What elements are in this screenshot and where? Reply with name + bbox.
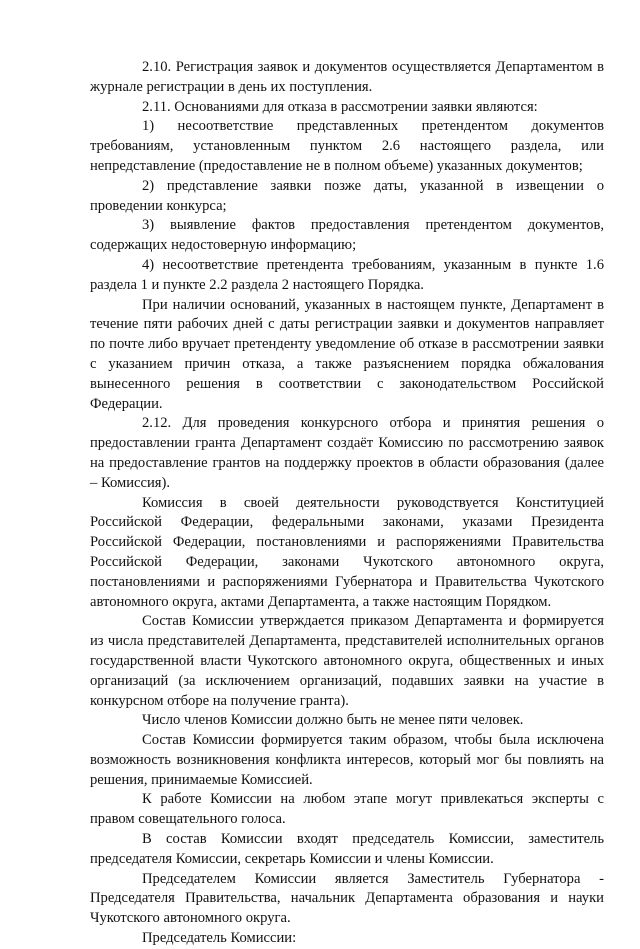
paragraph-chairman: Председателем Комиссии является Заместитель Губернатора - Председателя Правительства, начальник Департамента образования и науки Чукотского автономного округа. bbox=[90, 870, 604, 927]
document-page bbox=[90, 58, 604, 949]
paragraph-2-12: 2.12. Для проведения конкурсного отбора и принятия решения о предоставлении гранта Департамент создаёт Комиссию по рассмотрению заявок на предоставление грантов на поддержку проектов в области образования (далее – Комиссия). bbox=[90, 415, 604, 491]
paragraph-chairman-duties: Председатель Комиссии: bbox=[142, 930, 297, 947]
paragraph-commission-guidance: Комиссия в своей деятельности руководствуется Конституцией Российской Федерации, федеральными законами, указами Президента Российской Федерации, постановлениями и распоряжениями Правительства Российской Федерации, законами Чукотского автономного округа, постановлениями и распоряжениями Губернатора и Правительства Чукотского автономного округа, актами Департамента, а также настоящим Порядком. bbox=[90, 494, 604, 610]
paragraph-item-3: 3) выявление фактов предоставления претендентом документов, содержащих недостоверную информацию; bbox=[90, 217, 604, 254]
paragraph-2-11: 2.11. Основаниями для отказа в рассмотрении заявки являются: bbox=[142, 98, 538, 115]
paragraph-commission-members: В состав Комиссии входят председатель Комиссии, заместитель председателя Комиссии, секретарь Комиссии и члены Комиссии. bbox=[90, 831, 604, 867]
paragraph-item-4: 4) несоответствие претендента требованиям, указанным в пункте 1.6 раздела 1 и пункте 2.2 раздела 2 настоящего Порядка. bbox=[90, 256, 604, 293]
paragraph-member-count: Число членов Комиссии должно быть не менее пяти человек. bbox=[142, 712, 524, 729]
paragraph-2-10: 2.10. Регистрация заявок и документов осуществляется Департаментом в журнале регистрации в день их поступления. bbox=[90, 59, 604, 95]
paragraph-conflict-of-interest: Состав Комиссии формируется таким образом, чтобы была исключена возможность возникновения конфликта интересов, который мог бы повлиять на решения, принимаемые Комиссией. bbox=[90, 732, 604, 788]
paragraph-item-2: 2) представление заявки позже даты, указанной в извещении о проведении конкурса; bbox=[90, 177, 604, 214]
paragraph-commission-composition: Состав Комиссии утверждается приказом Департамента и формируется из числа представителей Департамента, представителей исполнительных органов государственной власти Чукотского автономного округа, общественных и иных организаций (за исключением организаций, подавших заявки на участие в конкурсном отборе на получение гранта). bbox=[90, 613, 604, 709]
paragraph-item-1: 1) несоответствие представленных претендентом документов требованиям, установленным пунктом 2.6 настоящего раздела, или непредставление (предоставление не в полном объеме) указанных документов; bbox=[90, 118, 604, 174]
paragraph-experts: К работе Комиссии на любом этапе могут привлекаться эксперты с правом совещательного голоса. bbox=[90, 791, 604, 828]
paragraph-refusal-notice: При наличии оснований, указанных в настоящем пункте, Департамент в течение пяти рабочих дней с даты регистрации заявки и документов направляет по почте либо вручает претенденту уведомление об отказе в рассмотрении заявки с указанием причин отказа, а также разъяснением порядка обжалования вынесенного решения в соответствии с законодательством Российской Федерации. bbox=[90, 296, 604, 412]
